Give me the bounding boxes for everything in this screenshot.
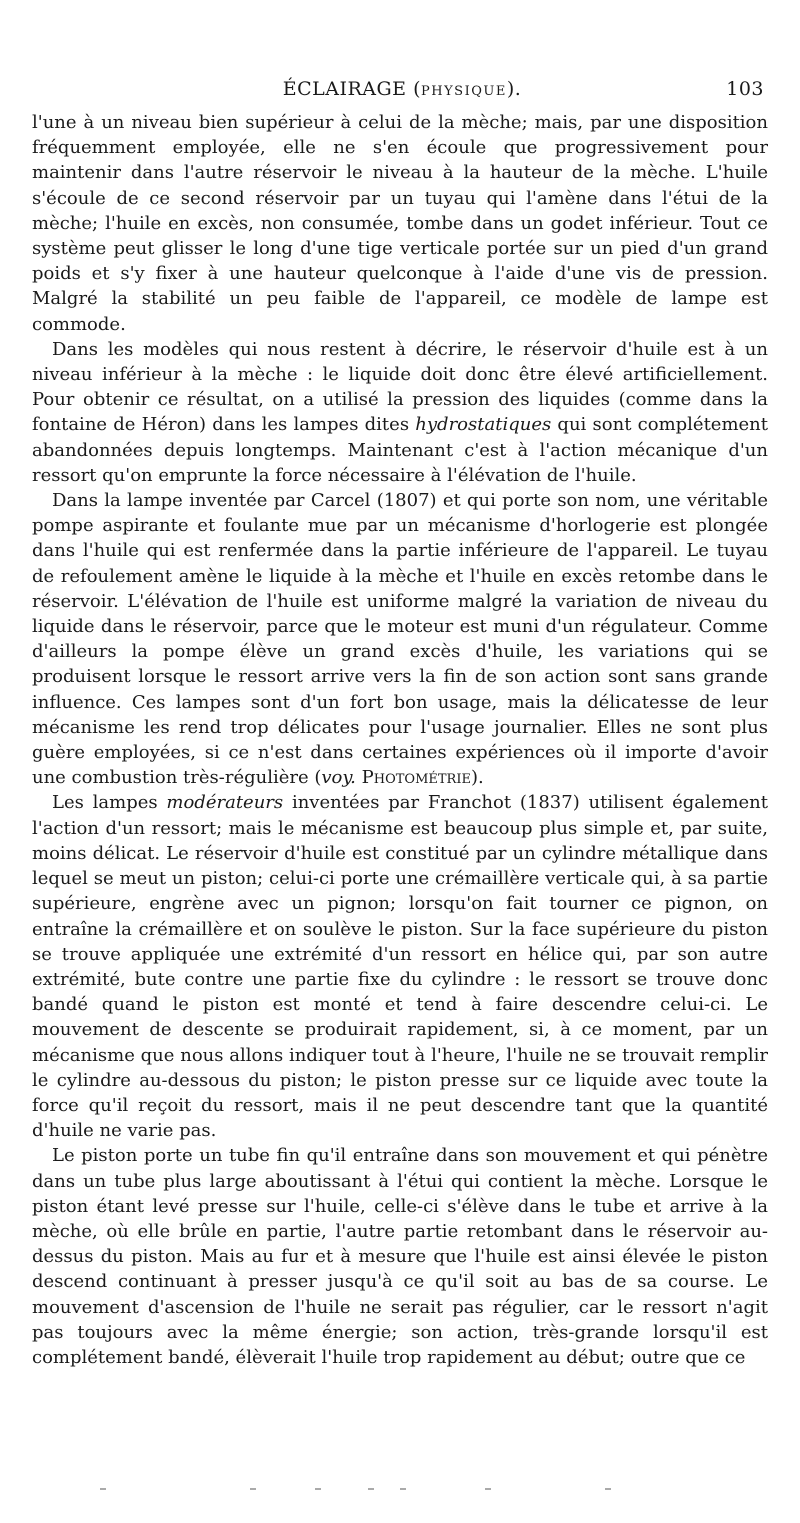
page-number: 103 <box>726 78 764 100</box>
running-title-main: ÉCLAIRAGE <box>282 78 407 100</box>
paragraph-4 <box>32 790 768 1143</box>
bottom-scan-marks <box>100 1488 620 1494</box>
paragraph-1: l'une à un niveau bien supérieur à celui de la mèche; mais, par une disposition fréquemment employée, elle ne s'en écoule que progressivement pour maintenir dans l'autre réservoir le niveau à la hauteur de la mèche. L'huile s'écoule de ce second réservoir par un tuyau qui l'amène dans l'étui de la mèche; l'huile en excès, non consumée, tombe dans un godet inférieur. Tout ce système peut glisser le long d'une tige verticale portée sur un pied d'un grand poids et s'y fixer à une hauteur quelconque à l'aide d'une vis de pression. Malgré la stabilité un peu faible de l'appareil, ce modèle de lampe est commode. <box>32 112 768 335</box>
running-title-close: ). <box>506 78 522 100</box>
paragraph-2-part-a: Dans les modèles qui nous restent à décrire, le réservoir d'huile est à un niveau inférieur à la mèche : le liquide doit donc être élevé artificiellement. Pour obtenir ce résultat, on a utilisé la pression des liquides (comme dans la fontaine de Héron) dans les lampes dites <box>32 338 768 436</box>
term-moderateurs: modérateurs <box>166 792 284 814</box>
paragraph-3-part-a: Dans la lampe inventée par Carcel (1807) et qui porte son nom, une véritable pompe aspirante et foulante mue par un mécanisme d'horlogerie est plongée dans l'huile qui est renfermée dans la partie inférieure de l'appareil. Le tuyau de refoulement amène le liquide à la mèche et l'huile en excès retombe dans le réservoir. L'élévation de l'huile est uniforme malgré la variation de niveau du liquide dans le réservoir, parce que le moteur est muni d'un régulateur. Comme d'ailleurs la pompe élève un grand excès d'huile, les variations qui se produisent lorsque le ressort arrive vers la fin de son action sont sans grande influence. Ces lampes sont d'un fort bon usage, mais la délicatesse de leur mécanisme les rend trop délicates pour l'usage journalier. Elles ne sont plus guère employées, si ce n'est dans certaines expériences où il importe d'avoir une combustion très-régulière ( <box>32 490 768 789</box>
paragraph-3 <box>32 488 768 790</box>
cross-ref-photometrie: Photométrie <box>355 767 471 789</box>
running-head <box>32 78 772 108</box>
paragraph-2-part-b: qui sont complétement abandonnées depuis longtemps. Maintenant c'est à l'action mécanique d'un ressort qu'on emprunte la force nécessaire à l'élévation de l'huile. <box>32 414 768 486</box>
paragraph-3-part-b: ). <box>470 767 484 789</box>
paragraph-4-part-a: Les lampes <box>52 792 167 814</box>
paragraph-2 <box>32 337 768 488</box>
paragraph-5: Le piston porte un tube fin qu'il entraîne dans son mouvement et qui pénètre dans un tube plus large aboutissant à l'étui qui contient la mèche. Lorsque le piston étant levé presse sur l'huile, celle-ci s'élève dans le tube et arrive à la mèche, où elle brûle en partie, l'autre partie retombant dans le réservoir au-dessus du piston. Mais au fur et à mesure que l'huile est ainsi élevée le piston descend continuant à presser jusqu'à ce qu'il soit au bas de sa course. Le mouvement d'ascension de l'huile ne serait pas régulier, car le ressort n'agit pas toujours avec la même énergie; son action, très-grande lorsqu'il est complétement bandé, élèverait l'huile trop rapidement au début; outre que ce <box>32 1145 768 1368</box>
term-hydrostatiques: hydrostatiques <box>415 414 552 436</box>
body-text <box>32 110 768 1370</box>
running-title-sub: PHYSIQUE <box>421 84 507 99</box>
running-title-open: ( <box>406 78 421 100</box>
abbr-voy: voy. <box>321 767 356 789</box>
paragraph-4-part-b: inventées par Franchot (1837) utilisent également l'action d'un ressort; mais le mécanisme est beaucoup plus simple et, par suite, moins délicat. Le réservoir d'huile est constitué par un cylindre métallique dans lequel se meut un piston; celui-ci porte une crémaillère verticale qui, à sa partie supérieure, engrène avec un pignon; lorsqu'on fait tourner ce pignon, on entraîne la crémaillère et on soulève le piston. Sur la face supérieure du piston se trouve appliquée une extrémité d'un ressort en hélice qui, par son autre extrémité, bute contre une partie fixe du cylindre : le ressort se trouve donc bandé quand le piston est monté et tend à faire descendre celui-ci. Le mouvement de descente se produirait rapidement, si, à ce moment, par un mécanisme que nous allons indiquer tout à l'heure, l'huile ne se trouvait remplir le cylindre au-dessous du piston; le piston presse sur ce liquide avec toute la force qu'il reçoit du ressort, mais il ne peut descendre tant que la quantité d'huile ne varie pas. <box>32 792 768 1142</box>
running-title <box>32 78 772 100</box>
